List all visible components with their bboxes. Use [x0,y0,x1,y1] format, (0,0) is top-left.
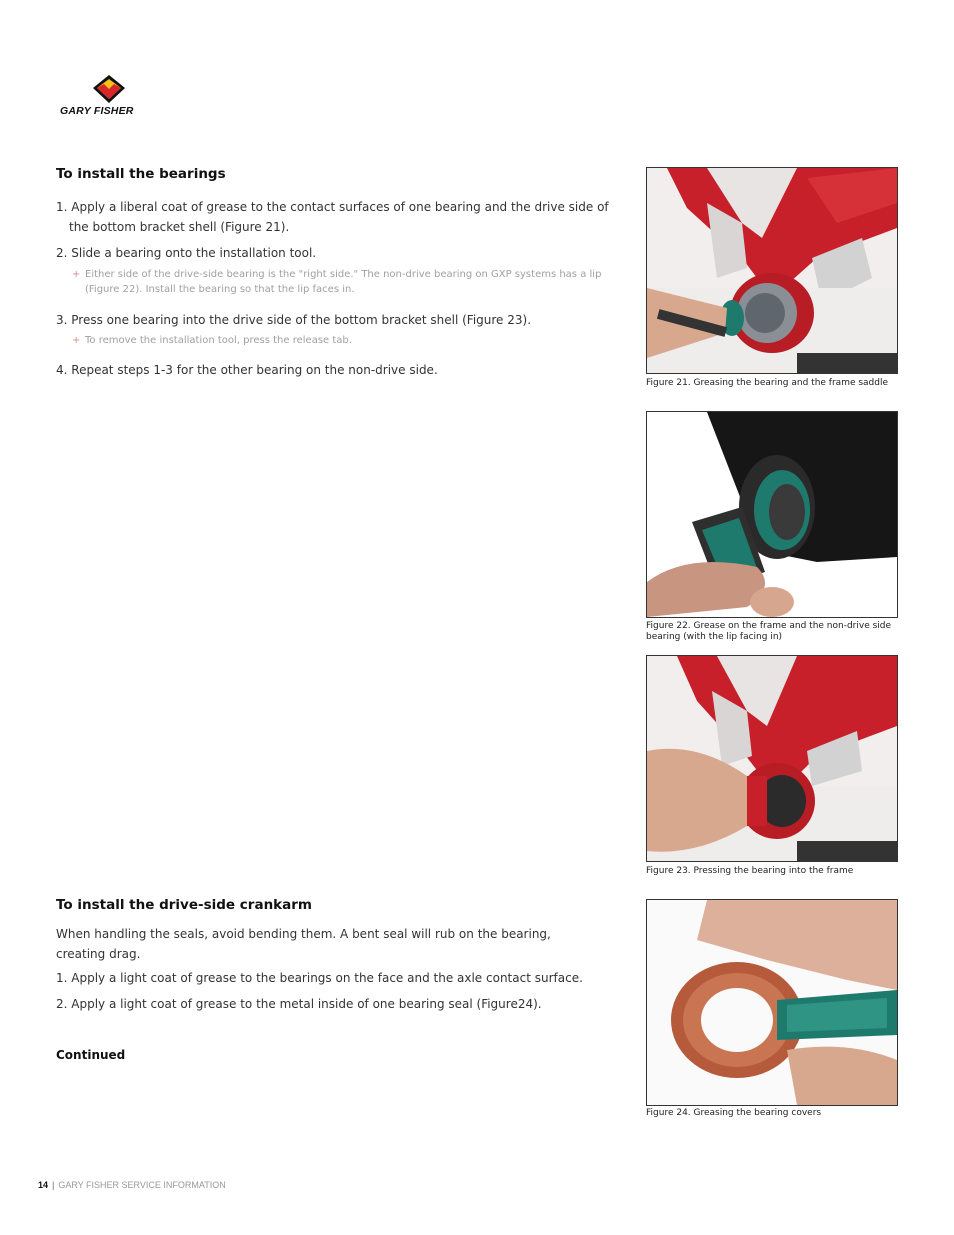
figure-22-caption: Figure 22. Grease on the frame and the non-drive side bearing (with the lip facing in) [646,621,892,642]
section-title-install-crankarm: To install the drive-side crankarm [56,897,312,913]
continued-label: Continued [56,1048,126,1062]
step-1: 1. Apply a liberal coat of grease to the contact surfaces of one bearing and the drive side of the bottom bracket shell (Figure 21). [56,200,609,234]
note-bearing-side [72,267,605,297]
note-text: Either side of the drive-side bearing is the "right side." The non-drive bearing on GXP systems has a lip (Figure 22). Install the bearing so that the lip faces in. [85,269,602,295]
step-4: 4. Repeat steps 1-3 for the other bearing on the non-drive side. [56,363,438,377]
step-3: 3. Press one bearing into the drive side of the bottom bracket shell (Figure 23). [56,313,532,327]
brand-wordmark: GARY FISHER [60,105,134,117]
section-title-install-bearings: To install the bearings [56,166,226,182]
figure-23-caption: Figure 23. Pressing the bearing into the frame [646,866,854,876]
note-marker-icon: + [72,335,81,346]
figure-23-image [646,655,898,862]
brand-logo [60,74,160,122]
note-remove-tool [72,333,605,348]
crankarm-step-2: 2. Apply a light coat of grease to the metal inside of one bearing seal (Figure24). [56,997,542,1011]
step-2: 2. Slide a bearing onto the installation tool. [56,246,317,260]
crankarm-step-1: 1. Apply a light coat of grease to the bearings on the face and the axle contact surface. [56,971,583,985]
figure-24-caption: Figure 24. Greasing the bearing covers [646,1108,822,1118]
note-marker-icon: + [72,269,81,280]
figure-22-image [646,411,898,618]
footer-title: GARY FISHER SERVICE INFORMATION [58,1180,226,1190]
figure-21-caption: Figure 21. Greasing the bearing and the frame saddle [646,378,889,388]
page-footer [38,1180,226,1190]
footer-separator: | [52,1180,55,1190]
figure-21-image [646,167,898,374]
note-text: To remove the installation tool, press the release tab. [85,335,352,346]
logo-emblem-icon [92,74,126,104]
crankarm-intro: When handling the seals, avoid bending them. A bent seal will rub on the bearing, creating drag. [56,927,551,961]
figure-24-image [646,899,898,1106]
page-number: 14 [38,1180,49,1190]
